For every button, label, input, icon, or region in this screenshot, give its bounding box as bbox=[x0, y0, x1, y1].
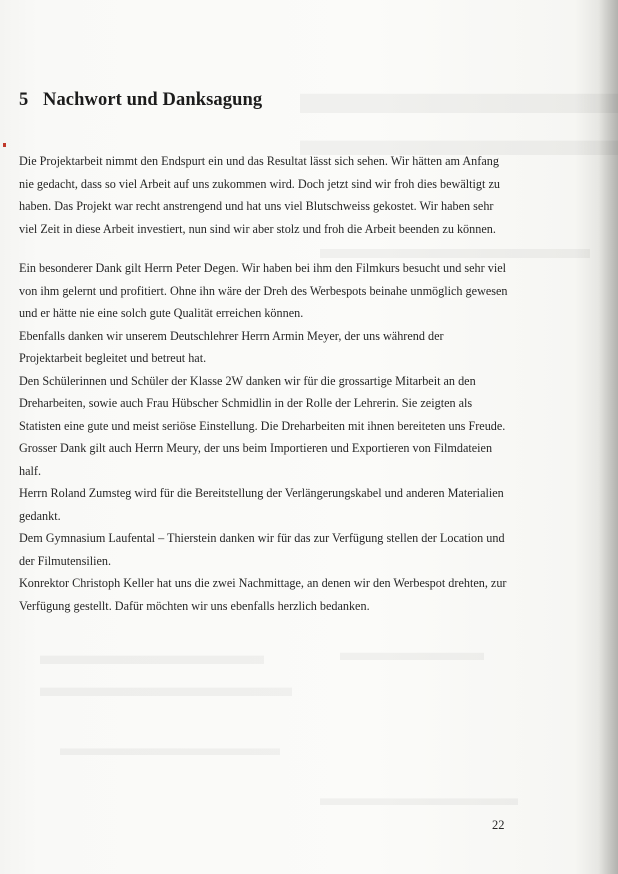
paragraph: Ein besonderer Dank gilt Herrn Peter Degen. Wir haben bei ihm den Filmkurs besucht und sehr viel von ihm gelernt und profitiert. Ohne ihn wäre der Dreh des Werbespots beinahe unmöglich gewesen und er hätte nie eine solch gute Qualität erreichen können. bbox=[19, 261, 508, 320]
section-title: Nachwort und Danksagung bbox=[43, 90, 263, 110]
page-number: 22 bbox=[492, 818, 505, 832]
paragraph: Dem Gymnasium Laufental – Thierstein danken wir für das zur Verfügung stellen der Location und der Filmutensilien. bbox=[19, 531, 505, 568]
paragraph: Grosser Dank gilt auch Herrn Meury, der uns beim Importieren und Exportieren von Filmdateien half. bbox=[19, 441, 493, 478]
page-edge-shadow bbox=[598, 0, 618, 874]
bleed-through-shape bbox=[300, 55, 618, 129]
bleed-through-shape bbox=[320, 785, 518, 811]
bleed-through-shape bbox=[40, 672, 292, 704]
paragraph: Den Schülerinnen und Schüler der Klasse 2W danken wir für die grossartige Mitarbeit an den Dreharbeiten, sowie auch Frau Hübscher Schmidlin in der Rolle der Lehrerin. Sie zeigten als Statisten eine gute und meist seriöse Einstellung. Die Dreharbeiten mit ihnen bereiteten uns Freude. bbox=[19, 373, 506, 433]
bleed-through-shape bbox=[40, 640, 264, 672]
margin-mark bbox=[3, 143, 6, 147]
paragraph: Herrn Roland Zumsteg wird für die Bereitstellung der Verlängerungskabel und anderen Materialien gedankt. bbox=[19, 486, 504, 523]
paragraph: Die Projektarbeit nimmt den Endspurt ein und das Resultat lässt sich sehen. Wir hätten am Anfang nie gedacht, dass so viel Arbeit auf uns zukommen wird. Doch jetzt sind wir froh dies bewältigt zu haben. Das Projekt war recht anstrengend und hat uns viel Blutschweiss gekostet. Wir haben sehr viel Zeit in diese Arbeit investiert, nun sind wir aber stolz und froh die Arbeit beenden zu können. bbox=[19, 154, 500, 236]
section-number: 5 bbox=[19, 90, 29, 110]
body-text bbox=[19, 150, 509, 617]
paragraph: Konrektor Christoph Keller hat uns die zwei Nachmittage, an denen wir den Werbespot drehten, zur Verfügung gestellt. Dafür möchten wir uns ebenfalls herzlich bedanken. bbox=[19, 576, 507, 613]
bleed-through-shape bbox=[340, 640, 484, 667]
section-heading bbox=[19, 90, 262, 111]
paragraph: Ebenfalls danken wir unserem Deutschlehrer Herrn Armin Meyer, der uns während der Projektarbeit begleitet und betreut hat. bbox=[19, 328, 444, 365]
bleed-through-shape bbox=[60, 735, 280, 761]
